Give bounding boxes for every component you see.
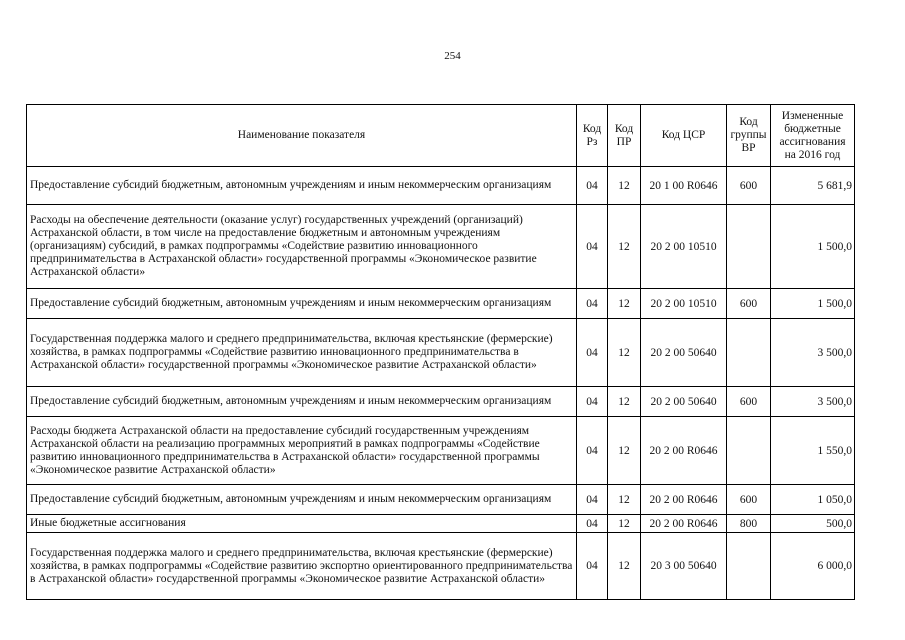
row-vr: 600 <box>727 485 771 515</box>
table-row <box>27 515 855 533</box>
header-rz: Код Рз <box>577 105 608 167</box>
row-pr: 12 <box>608 533 641 600</box>
row-name: Предоставление субсидий бюджетным, автономным учреждениям и иным некоммерческим организациям <box>27 387 577 417</box>
row-name: Расходы на обеспечение деятельности (оказание услуг) государственных учреждений (организаций) Астраханской области, в том числе на предоставление бюджетным и автономным учреждениям (организациям) субсидий, в рамках подпрограммы «Содействие развитию инновационного предпринимательства в Астраханской области» государственной программы «Экономическое развитие Астраханской области» <box>27 205 577 289</box>
table-header-row <box>27 105 855 167</box>
row-amount: 3 500,0 <box>771 319 855 387</box>
table-row <box>27 533 855 600</box>
page-number: 254 <box>444 50 461 62</box>
row-csr: 20 2 00 R0646 <box>641 485 727 515</box>
row-csr: 20 3 00 50640 <box>641 533 727 600</box>
row-vr: 600 <box>727 387 771 417</box>
row-name: Предоставление субсидий бюджетным, автономным учреждениям и иным некоммерческим организациям <box>27 289 577 319</box>
row-csr: 20 2 00 10510 <box>641 289 727 319</box>
row-rz: 04 <box>577 387 608 417</box>
row-pr: 12 <box>608 319 641 387</box>
row-amount: 1 550,0 <box>771 417 855 485</box>
row-csr: 20 1 00 R0646 <box>641 167 727 205</box>
table-row <box>27 417 855 485</box>
row-rz: 04 <box>577 485 608 515</box>
header-vr: Код группы ВР <box>727 105 771 167</box>
header-amount: Измененные бюджетные ассигнования на 2016 год <box>771 105 855 167</box>
row-amount: 1 050,0 <box>771 485 855 515</box>
table-row <box>27 167 855 205</box>
row-amount: 3 500,0 <box>771 387 855 417</box>
row-amount: 5 681,9 <box>771 167 855 205</box>
row-name: Предоставление субсидий бюджетным, автономным учреждениям и иным некоммерческим организациям <box>27 167 577 205</box>
row-pr: 12 <box>608 167 641 205</box>
row-csr: 20 2 00 50640 <box>641 319 727 387</box>
row-csr: 20 2 00 50640 <box>641 387 727 417</box>
table-row <box>27 205 855 289</box>
row-rz: 04 <box>577 533 608 600</box>
row-pr: 12 <box>608 417 641 485</box>
row-vr: 600 <box>727 167 771 205</box>
row-csr: 20 2 00 R0646 <box>641 515 727 533</box>
row-vr: 600 <box>727 289 771 319</box>
row-rz: 04 <box>577 167 608 205</box>
table-row <box>27 387 855 417</box>
table-row <box>27 289 855 319</box>
table-row <box>27 485 855 515</box>
row-rz: 04 <box>577 417 608 485</box>
row-rz: 04 <box>577 205 608 289</box>
header-pr: Код ПР <box>608 105 641 167</box>
row-rz: 04 <box>577 289 608 319</box>
row-name: Расходы бюджета Астраханской области на предоставление субсидий государственным учреждениям Астраханской области на реализацию программных мероприятий в рамках подпрограммы «Содействие развитию инновационного предпринимательства в Астраханской области» государственной программы «Экономическое развитие Астраханской области» <box>27 417 577 485</box>
header-name: Наименование показателя <box>27 105 577 167</box>
row-vr: 800 <box>727 515 771 533</box>
row-pr: 12 <box>608 515 641 533</box>
table-row <box>27 319 855 387</box>
row-vr <box>727 533 771 600</box>
row-name: Иные бюджетные ассигнования <box>27 515 577 533</box>
row-vr <box>727 417 771 485</box>
row-pr: 12 <box>608 485 641 515</box>
row-amount: 1 500,0 <box>771 289 855 319</box>
row-vr <box>727 319 771 387</box>
row-name: Государственная поддержка малого и среднего предпринимательства, включая крестьянские (фермерские) хозяйства, в рамках подпрограммы «Содействие развитию экспортно ориентированного предпринимательства в Астраханской области» государственной программы «Экономическое развитие Астраханской области» <box>27 533 577 600</box>
row-rz: 04 <box>577 515 608 533</box>
row-amount: 1 500,0 <box>771 205 855 289</box>
row-name: Государственная поддержка малого и среднего предпринимательства, включая крестьянские (фермерские) хозяйства, в рамках подпрограммы «Содействие развитию инновационного предпринимательства в Астраханской области» государственной программы «Экономическое развитие Астраханской области» <box>27 319 577 387</box>
row-amount: 500,0 <box>771 515 855 533</box>
row-rz: 04 <box>577 319 608 387</box>
row-pr: 12 <box>608 205 641 289</box>
header-csr: Код ЦСР <box>641 105 727 167</box>
row-amount: 6 000,0 <box>771 533 855 600</box>
row-csr: 20 2 00 R0646 <box>641 417 727 485</box>
row-name: Предоставление субсидий бюджетным, автономным учреждениям и иным некоммерческим организациям <box>27 485 577 515</box>
row-csr: 20 2 00 10510 <box>641 205 727 289</box>
budget-table <box>26 104 855 600</box>
row-vr <box>727 205 771 289</box>
row-pr: 12 <box>608 289 641 319</box>
row-pr: 12 <box>608 387 641 417</box>
